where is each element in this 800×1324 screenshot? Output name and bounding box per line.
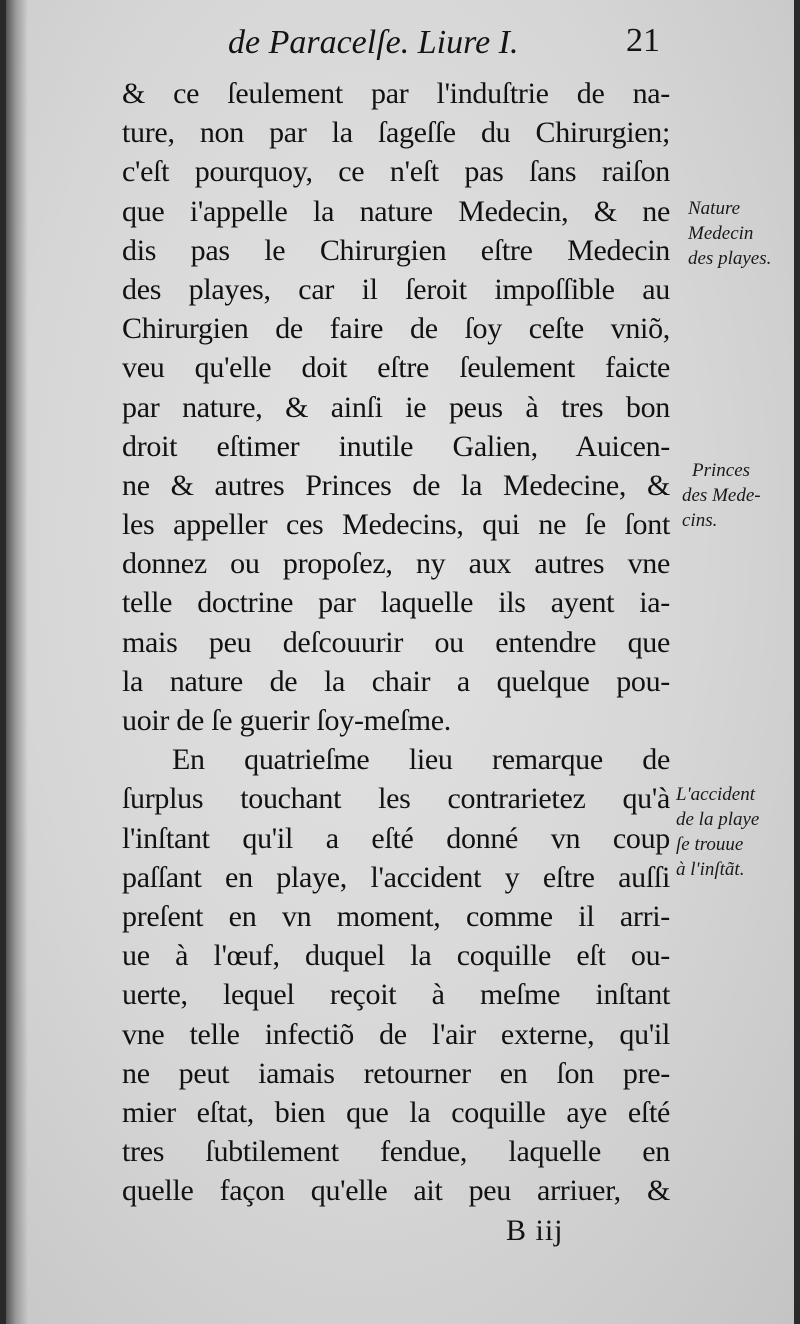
text-line: que i'appelle la nature Medecin, & ne — [122, 194, 670, 228]
text-line: la nature de la chair a quelque pou- — [122, 664, 670, 698]
margin-note-princes — [682, 458, 761, 533]
text-line: droit eſtimer inutile Galien, Auicen- — [122, 429, 670, 463]
text-line: mier eſtat, bien que la coquille aye eſté — [122, 1095, 670, 1129]
text-line: c'eſt pourquoy, ce n'eſt pas ſans raiſon — [122, 155, 670, 189]
signature-mark: B iij — [506, 1214, 564, 1247]
text-line: des playes, car il ſeroit impoſſible au — [122, 272, 670, 306]
text-line: ne peut iamais retourner en ſon pre- — [122, 1056, 670, 1090]
text-line: mais peu deſcouurir ou entendre que — [122, 625, 670, 659]
text-line: dis pas le Chirurgien eſtre Medecin — [122, 233, 670, 267]
text-line: ture, non par la ſageſſe du Chirurgien; — [122, 116, 670, 150]
margin-note-line: à l'inſtãt. — [676, 859, 745, 880]
margin-note-line: de la playe — [676, 809, 760, 830]
text-line: En quatrieſme lieu remarque de — [172, 743, 670, 777]
text-line: preſent en vn moment, comme il arri- — [122, 899, 670, 933]
margin-note-line: Nature — [688, 198, 741, 219]
text-line: donnez ou propoſez, ny aux autres vne — [122, 547, 670, 581]
text-line: uoir de ſe guerir ſoy-meſme. — [122, 704, 451, 737]
binding-shadow — [6, 0, 28, 1324]
text-line: veu qu'elle doit eſtre ſeulement faicte — [122, 351, 670, 385]
margin-note-line: Medecin — [688, 223, 754, 244]
page-number: 21 — [626, 22, 660, 59]
margin-note-line: ſe trouue — [676, 834, 744, 855]
book-page — [6, 0, 794, 1324]
text-line: les appeller ces Medecins, qui ne ſe ſont — [122, 508, 670, 542]
text-line: telle doctrine par laquelle ils ayent ia- — [122, 586, 670, 620]
text-line: paſſant en playe, l'accident y eſtre auſſi — [122, 860, 670, 894]
text-line: & ce ſeulement par l'induſtrie de na- — [122, 77, 670, 110]
text-line: tres ſubtilement fendue, laquelle en — [122, 1135, 670, 1169]
text-line: Chirurgien de faire de ſoy ceſte vniõ, — [122, 312, 670, 346]
margin-note-line: des Mede- — [682, 485, 761, 506]
text-line: l'inſtant qu'il a eſté donné vn coup — [122, 821, 670, 855]
body-text — [122, 74, 670, 1210]
text-line: vne telle infectiõ de l'air externe, qu'il — [122, 1017, 670, 1051]
text-line: par nature, & ainſi ie peus à tres bon — [122, 390, 670, 424]
text-line: ue à l'œuf, duquel la coquille eſt ou- — [122, 939, 670, 973]
text-line: ſurplus touchant les contrarietez qu'à — [122, 782, 670, 816]
text-line: uerte, lequel reçoit à meſme inſtant — [122, 978, 670, 1012]
margin-note-line: L'accident — [676, 784, 755, 805]
margin-note-line: Princes — [692, 460, 751, 481]
margin-note-line: des playes. — [688, 248, 772, 269]
text-line: quelle façon qu'elle ait peu arriuer, & — [122, 1174, 670, 1208]
running-header: de Paracelſe. Liure I. — [228, 24, 519, 61]
text-line: ne & autres Princes de la Medecine, & — [122, 468, 670, 502]
margin-note-accident — [676, 782, 759, 882]
margin-note-nature — [688, 196, 771, 271]
margin-note-line: cins. — [682, 510, 718, 531]
